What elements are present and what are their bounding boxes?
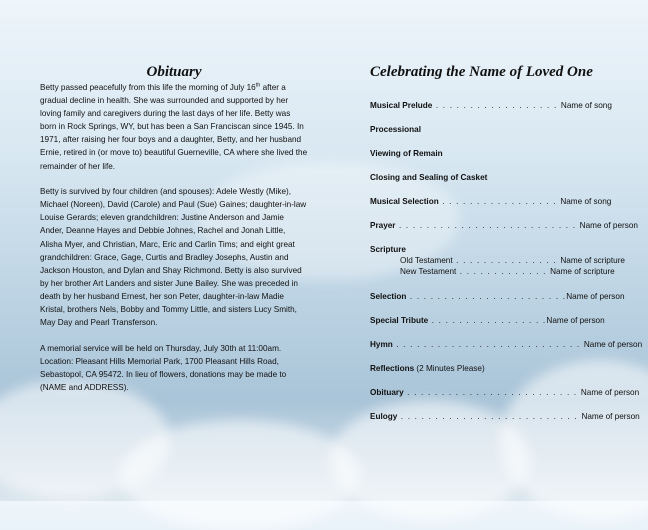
program-item-processional: Processional bbox=[370, 125, 421, 134]
obituary-body bbox=[40, 81, 308, 407]
obituary-page bbox=[40, 0, 308, 501]
obituary-title: Obituary bbox=[146, 64, 202, 80]
program-item-hymn: Hymn . . . . . . . . . . . . . . . . . . . . . . . . . . . Name of person bbox=[370, 340, 643, 349]
program-item-special-tribute: Special Tribute . . . . . . . . . . . . . . . . .Name of person bbox=[370, 316, 605, 325]
program-item-selection: Selection . . . . . . . . . . . . . . . . . . . . . . .Name of person bbox=[370, 292, 625, 301]
program-page bbox=[367, 0, 643, 501]
program-item-musical-prelude: Musical Prelude . . . . . . . . . . . . . . . . . . Name of song bbox=[370, 101, 612, 110]
program-item-viewing: Viewing of Remain bbox=[370, 149, 443, 158]
obituary-paragraph-1-start: Betty passed peacefully from this life the morning of July 16 bbox=[40, 83, 256, 92]
program-item-prayer: Prayer . . . . . . . . . . . . . . . . . . . . . . . . . . Name of person bbox=[370, 221, 638, 230]
program-title: Celebrating the Name of Loved One bbox=[370, 64, 593, 80]
obituary-paragraph-2: Betty is survived by four children (and spouses): Adele Westly (Mike), Michael (Noreen), David (Carole) and Paul (Sue) Gaines; daughter-in-law Louise Gerards; eleven grandchildren: Justine Anderson and Jamie Ander, Deanne Hayes and Debbie Johnes, Rachel and Jonah Little, Alisha Myer, and Christian, Marc, Eric and Carlin Tims; and eight great grandchildren: Grace, Gage, Curtis and Bradley Josephs, Austin and Jackson Houston, and Dylan and Shay Richmond. Betty is also survived by her brother Art Landers and sister June Bailey. She was preceded in death by her husband Ernest, her son Peter, daughter-in-law Madie Kristal, brothers Nels, Bobby and Tommy Little, and sisters Lucy Smith, May Day and Pearl Transferson. bbox=[40, 187, 307, 328]
program-item-closing: Closing and Sealing of Casket bbox=[370, 173, 488, 182]
program-item-eulogy: Eulogy . . . . . . . . . . . . . . . . . . . . . . . . . . Name of person bbox=[370, 412, 640, 421]
obituary-paragraph-1 bbox=[40, 81, 308, 173]
program-item-reflections: Reflections (2 Minutes Please) bbox=[370, 364, 485, 373]
obituary-paragraph-3: A memorial service will be held on Thursday, July 30th at 11:00am. Location: Pleasant Hills Memorial Park, 1700 Pleasant Hills Road, Sebastopol, CA 95472. In lieu of flowers, donations may be made to (NAME and ADDRESS). bbox=[40, 343, 287, 392]
ordinal-suffix: th bbox=[255, 82, 261, 89]
obituary-paragraph-1-rest: after a gradual decline in health. She was surrounded and supported by her loving family and caregivers during the last days of her life. Betty was born in Rock Springs, WY, but has been a San Franciscan since 1945. In 1971, after raising her four boys and a daughter, Betty, and her husband Ernie, retired in (or move to) beautiful Guerneville, CA where she lived the remainder of her life. bbox=[40, 83, 308, 171]
program-item-obituary: Obituary . . . . . . . . . . . . . . . . . . . . . . . . . Name of person bbox=[370, 388, 640, 397]
scripture-old-testament: Old Testament . . . . . . . . . . . . . . . Name of scripture bbox=[400, 256, 625, 265]
program-item-musical-selection: Musical Selection . . . . . . . . . . . . . . . . . Name of song bbox=[370, 197, 612, 206]
program-item-scripture: Scripture bbox=[370, 245, 406, 254]
scripture-new-testament: New Testament . . . . . . . . . . . . . Name of scripture bbox=[400, 267, 615, 276]
